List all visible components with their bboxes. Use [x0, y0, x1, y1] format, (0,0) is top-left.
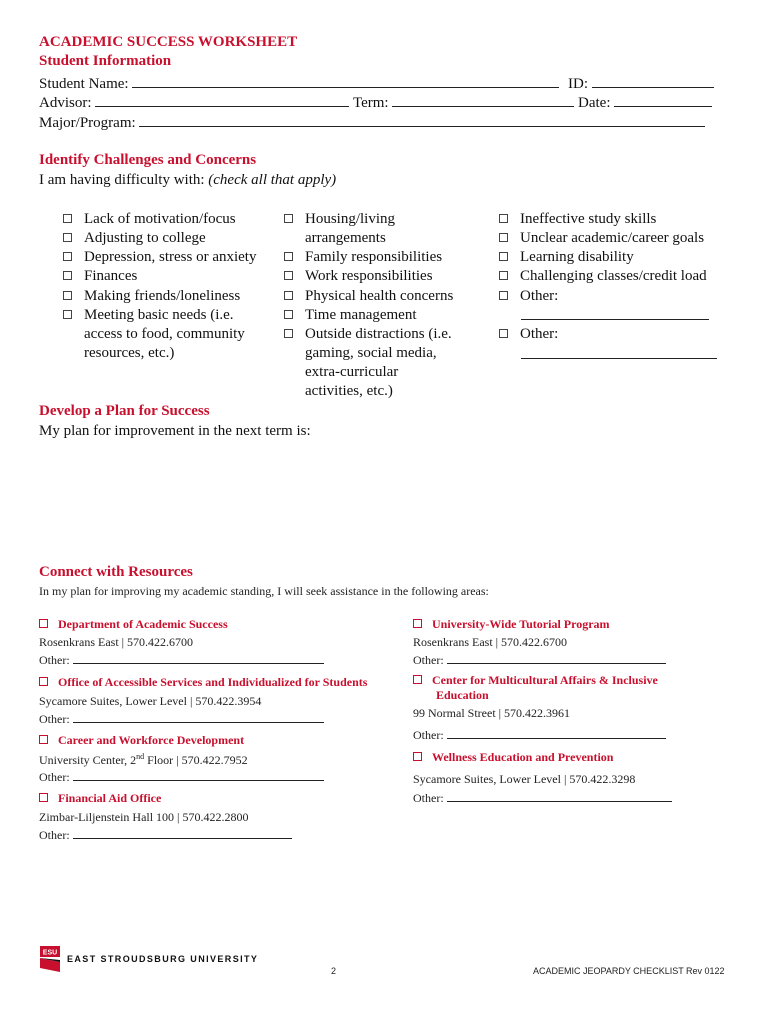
challenge-option-line: Learning disability: [520, 249, 634, 265]
resource-title: Office of Accessible Services and Individualized for Students: [58, 675, 368, 689]
document-code: ACADEMIC JEOPARDY CHECKLIST Rev 0122: [533, 966, 725, 976]
challenge-option-line: activities, etc.): [305, 383, 393, 399]
checkbox[interactable]: [39, 677, 48, 686]
other-field[interactable]: [73, 770, 324, 781]
challenges-intro: [39, 172, 336, 189]
plan-prompt: My plan for improvement in the next term is:: [39, 423, 311, 439]
challenges-intro-note: (check all that apply): [208, 172, 337, 188]
advisor-row: [39, 94, 349, 112]
checkbox[interactable]: [63, 291, 72, 300]
challenge-option-line: Challenging classes/credit load: [520, 268, 707, 284]
challenge-option-label: [84, 248, 256, 267]
challenge-option-label: [305, 287, 453, 306]
challenge-option-label: [520, 248, 634, 267]
address-text: Floor | 570.422.7952: [144, 753, 248, 767]
checkbox[interactable]: [63, 271, 72, 280]
challenge-option-line: Depression, stress or anxiety: [84, 249, 257, 265]
resources-heading: Connect with Resources: [39, 564, 193, 580]
resource-address: Sycamore Suites, Lower Level | 570.422.3954: [39, 694, 262, 708]
challenge-option-label: [305, 267, 433, 286]
resource-other-row: [39, 653, 324, 668]
address-text: University Center, 2: [39, 753, 137, 767]
challenge-option-line: extra-curricular: [305, 364, 399, 380]
other-label: Other:: [39, 712, 70, 726]
checkbox[interactable]: [39, 619, 48, 628]
student-name-label: Student Name:: [39, 76, 129, 92]
challenge-option-line: Meeting basic needs (i.e.: [84, 307, 234, 323]
challenge-option-line: Work responsibilities: [305, 268, 433, 284]
challenge-option-line: Other:: [520, 288, 559, 304]
resource-title: Wellness Education and Prevention: [432, 750, 614, 764]
other-label: Other:: [413, 791, 444, 805]
checkbox[interactable]: [499, 329, 508, 338]
date-row: [578, 94, 712, 112]
challenge-option-label: [520, 325, 558, 344]
challenge-option-line: Unclear academic/career goals: [520, 230, 705, 246]
challenge-option-label: [305, 210, 395, 248]
resource-academic-success[interactable]: [39, 617, 228, 632]
checkbox[interactable]: [63, 214, 72, 223]
challenge-option-label: [520, 287, 558, 306]
challenge-option-label: [520, 210, 656, 229]
challenge-option-label: [84, 287, 240, 306]
esu-logo-icon: [40, 946, 60, 972]
plan-heading: Develop a Plan for Success: [39, 403, 210, 419]
advisor-field[interactable]: [95, 94, 349, 107]
other-field[interactable]: [73, 828, 292, 839]
challenge-option-line: Other:: [520, 326, 559, 342]
challenges-heading: Identify Challenges and Concerns: [39, 152, 257, 168]
other-label: Other:: [413, 728, 444, 742]
student-name-row: [39, 75, 559, 93]
checkbox[interactable]: [284, 329, 293, 338]
checkbox[interactable]: [284, 252, 293, 261]
page-number: 2: [331, 966, 337, 976]
major-field[interactable]: [139, 114, 705, 127]
resource-other-row: [39, 770, 324, 785]
challenge-option-line: Physical health concerns: [305, 288, 454, 304]
challenge-option-label: [84, 267, 137, 286]
other-label: Other:: [39, 770, 70, 784]
checkbox[interactable]: [39, 735, 48, 744]
checkbox[interactable]: [413, 752, 422, 761]
resource-title-line2: Education: [436, 688, 489, 702]
resource-other-row: [413, 791, 672, 806]
other-label: Other:: [39, 653, 70, 667]
resource-title: Career and Workforce Development: [58, 733, 245, 747]
term-label: Term:: [353, 95, 389, 111]
id-field[interactable]: [592, 75, 714, 88]
resource-other-row: [39, 828, 292, 843]
checkbox[interactable]: [63, 233, 72, 242]
challenge-option-label: [305, 306, 417, 325]
resource-financial-aid[interactable]: [39, 791, 161, 806]
checkbox[interactable]: [499, 291, 508, 300]
challenge-option-label: [305, 325, 452, 401]
resource-tutorial-program[interactable]: [413, 617, 610, 632]
date-label: Date:: [578, 95, 611, 111]
challenge-option-line: access to food, community: [84, 326, 245, 342]
checkbox[interactable]: [499, 271, 508, 280]
other-field[interactable]: [447, 653, 666, 664]
term-row: [353, 94, 574, 112]
challenge-option-label: [305, 248, 442, 267]
resource-multicultural-affairs[interactable]: [413, 673, 658, 688]
challenge-option-line: Outside distractions (i.e.: [305, 326, 452, 342]
resource-address: Sycamore Suites, Lower Level | 570.422.3298: [413, 772, 636, 786]
challenge-option-line: Family responsibilities: [305, 249, 443, 265]
university-logo-text: EAST STROUDSBURG UNIVERSITY: [67, 954, 259, 964]
resource-address: Rosenkrans East | 570.422.6700: [413, 635, 568, 649]
resource-address: [39, 752, 248, 768]
checkbox[interactable]: [284, 291, 293, 300]
resource-other-row: [39, 712, 324, 727]
other-field[interactable]: [447, 728, 666, 739]
resources-intro: In my plan for improving my academic standing, I will seek assistance in the following areas:: [39, 584, 489, 598]
resource-address: Rosenkrans East | 570.422.6700: [39, 635, 194, 649]
resource-title: Financial Aid Office: [58, 791, 162, 805]
challenge-option-line: arrangements: [305, 230, 386, 246]
advisor-label: Advisor:: [39, 95, 92, 111]
challenge-option-line: gaming, social media,: [305, 345, 437, 361]
challenge-option-label: [84, 229, 206, 248]
checkbox[interactable]: [499, 214, 508, 223]
checkbox[interactable]: [284, 214, 293, 223]
other-field[interactable]: [73, 653, 324, 664]
checkbox[interactable]: [499, 252, 508, 261]
checkbox[interactable]: [284, 310, 293, 319]
resource-title: Department of Academic Success: [58, 617, 228, 631]
resource-other-row: [413, 653, 666, 668]
student-info-heading: Student Information: [39, 53, 172, 69]
checkbox[interactable]: [63, 310, 72, 319]
other-field[interactable]: [73, 712, 324, 723]
checkbox[interactable]: [413, 675, 422, 684]
resource-address: 99 Normal Street | 570.422.3961: [413, 706, 571, 720]
checkbox[interactable]: [63, 252, 72, 261]
challenge-option-line: Ineffective study skills: [520, 211, 657, 227]
challenge-option-label: [520, 229, 704, 248]
svg-text:ESU: ESU: [42, 949, 58, 957]
other-label: Other:: [39, 828, 70, 842]
checkbox[interactable]: [39, 793, 48, 802]
checkbox[interactable]: [413, 619, 422, 628]
challenge-option-line: Housing/living: [305, 211, 396, 227]
checkbox[interactable]: [284, 271, 293, 280]
resource-title: Center for Multicultural Affairs & Inclusive: [432, 673, 658, 687]
challenge-option-line: resources, etc.): [84, 345, 175, 361]
challenge-option-line: Finances: [84, 268, 138, 284]
resource-title: University-Wide Tutorial Program: [432, 617, 610, 631]
other-label: Other:: [413, 653, 444, 667]
worksheet-title: ACADEMIC SUCCESS WORKSHEET: [39, 34, 298, 50]
major-row: [39, 114, 705, 132]
checkbox[interactable]: [499, 233, 508, 242]
challenge-option-line: Lack of motivation/focus: [84, 211, 236, 227]
term-field[interactable]: [392, 94, 574, 107]
id-row: [568, 75, 714, 93]
id-label: ID:: [568, 76, 588, 92]
challenge-option-line: Making friends/loneliness: [84, 288, 241, 304]
challenge-option-line: Time management: [305, 307, 417, 323]
resource-wellness-education[interactable]: [413, 750, 613, 765]
challenge-option-label: [84, 210, 236, 229]
other-field[interactable]: [447, 791, 672, 802]
resource-accessible-services[interactable]: [39, 675, 367, 690]
other-field-1[interactable]: [521, 307, 709, 320]
resource-career-development[interactable]: [39, 733, 244, 748]
challenges-intro-text: I am having difficulty with:: [39, 172, 205, 188]
challenge-option-label: [520, 267, 707, 286]
resource-address: Zimbar-Liljenstein Hall 100 | 570.422.2800: [39, 810, 249, 824]
major-label: Major/Program:: [39, 115, 136, 131]
challenge-option-label: [84, 306, 245, 363]
challenge-option-line: Adjusting to college: [84, 230, 206, 246]
other-field-2[interactable]: [521, 346, 717, 359]
resource-other-row: [413, 728, 666, 743]
plan-writing-area[interactable]: [39, 445, 729, 555]
address-superscript: nd: [136, 752, 145, 761]
student-name-field[interactable]: [132, 75, 559, 88]
date-field[interactable]: [614, 94, 712, 107]
